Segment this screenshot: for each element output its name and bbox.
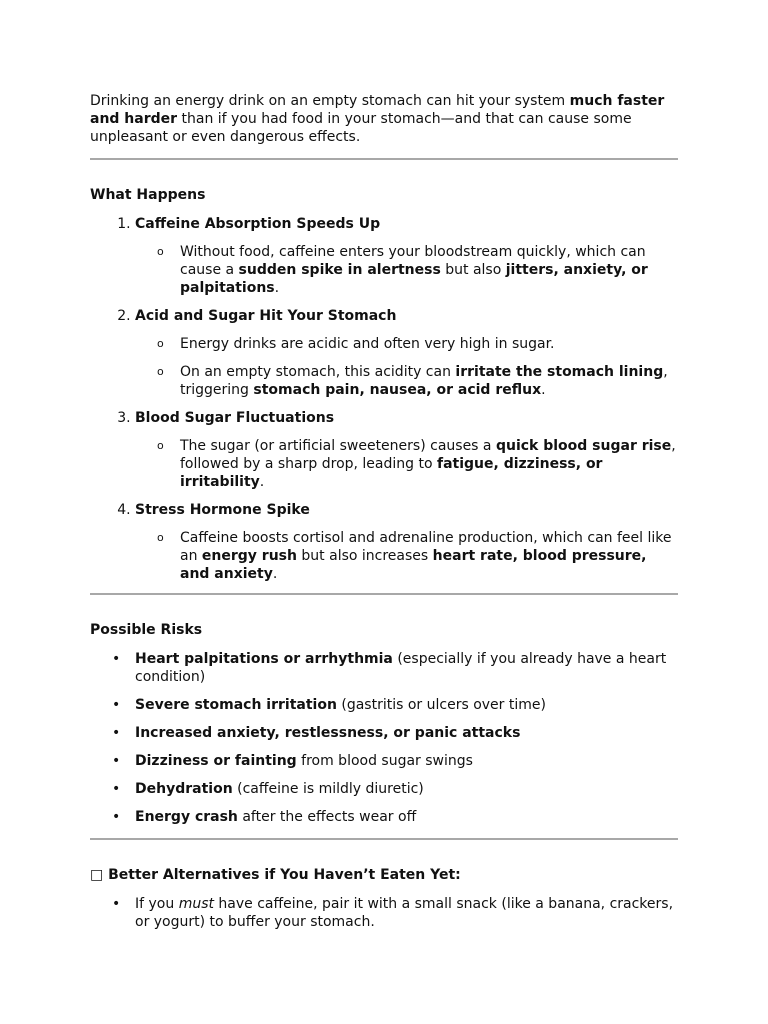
- risks-list: [90, 650, 678, 826]
- steps-list: [90, 215, 678, 583]
- step-sublist: [135, 529, 678, 583]
- section-heading-what-happens: What Happens: [90, 187, 206, 203]
- sub-bullet: o Caffeine boosts cortisol and adrenaline production, which can feel like an energy rush but also increases heart rate, blood pressure, and anxiety.: [180, 529, 678, 583]
- sub-bullet: o Energy drinks are acidic and often very high in sugar.: [180, 335, 678, 353]
- divider: [90, 158, 678, 160]
- step-sublist: [135, 437, 678, 491]
- intro-paragraph: Drinking an energy drink on an empty stomach can hit your system much faster and harder than if you had food in your stomach—and that can cause some unpleasant or even dangerous effects.: [90, 93, 665, 145]
- divider: [90, 593, 678, 595]
- step-item: [135, 307, 678, 399]
- alternatives-list: [90, 895, 678, 931]
- step-title: 2. Acid and Sugar Hit Your Stomach: [135, 308, 397, 324]
- sub-bullet: o The sugar (or artificial sweeteners) causes a quick blood sugar rise, followed by a sharp drop, leading to fatigue, dizziness, or irritability.: [180, 437, 678, 491]
- step-title: 4. Stress Hormone Spike: [135, 502, 310, 518]
- risk-item: • Increased anxiety, restlessness, or panic attacks: [135, 724, 678, 742]
- risk-item: • Energy crash after the effects wear off: [135, 808, 678, 826]
- section-heading-better-alternatives: □ Better Alternatives if You Haven’t Eaten Yet:: [90, 867, 461, 883]
- step-title: 1. Caffeine Absorption Speeds Up: [135, 216, 381, 232]
- section-heading-possible-risks: Possible Risks: [90, 622, 203, 638]
- step-item: [135, 215, 678, 297]
- divider: [90, 838, 678, 840]
- step-sublist: [135, 243, 678, 297]
- step-title: 3. Blood Sugar Fluctuations: [135, 410, 335, 426]
- step-item: [135, 409, 678, 491]
- sub-bullet: o On an empty stomach, this acidity can irritate the stomach lining, triggering stomach pain, nausea, or acid reflux.: [180, 363, 678, 399]
- risk-item: • Heart palpitations or arrhythmia (especially if you already have a heart condition): [135, 650, 678, 686]
- risk-item: • Severe stomach irritation (gastritis or ulcers over time): [135, 696, 678, 714]
- step-item: [135, 501, 678, 583]
- alternative-item: • If you must have caffeine, pair it with a small snack (like a banana, crackers, or yogurt) to buffer your stomach.: [135, 895, 678, 931]
- risk-item: • Dehydration (caffeine is mildly diuretic): [135, 780, 678, 798]
- risk-item: • Dizziness or fainting from blood sugar swings: [135, 752, 678, 770]
- step-sublist: [135, 335, 678, 399]
- sub-bullet: o Without food, caffeine enters your bloodstream quickly, which can cause a sudden spike in alertness but also jitters, anxiety, or palpitations.: [180, 243, 678, 297]
